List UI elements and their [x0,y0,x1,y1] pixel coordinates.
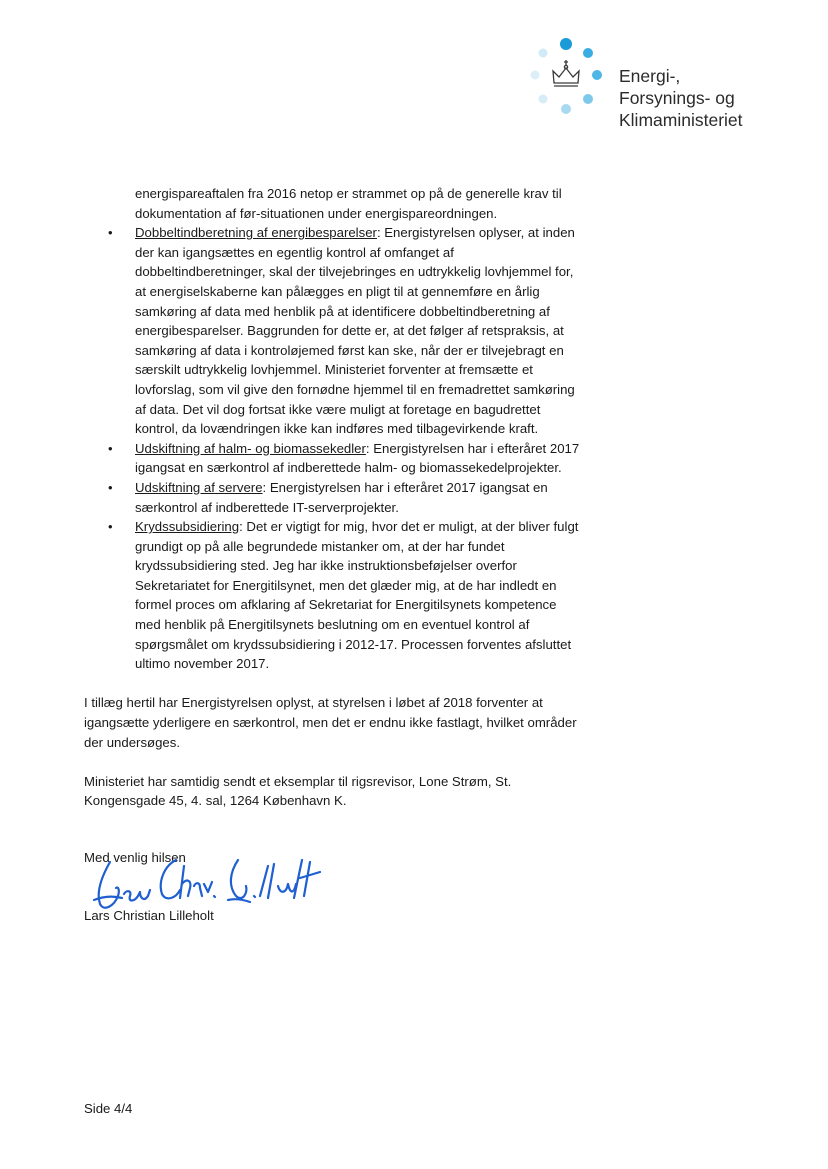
ministry-name [619,65,743,131]
ministry-logo [522,32,782,142]
bullet-text: : Energistyrelsen har i efteråret 2017 igangsat en særkontrol af indberettede IT-serverprojekter. [135,479,548,515]
logo-dot [561,104,571,114]
bullet-item [84,439,584,478]
page-number: Side 4/4 [84,1101,133,1116]
bullet-term: Udskiftning af servere [135,479,263,495]
ministry-name-line: Forsynings- og [619,88,735,108]
bullet-text: : Energistyrelsen oplyser, at inden der kan igangsættes en egentlig kontrol af omfanget af dobbeltindberetninger, skal der tilvejebringes en udtrykkelig lovhjemmel for, at energiselskaberne kan pålægges en pligt til at gennemføre en årlig samkøring af data med henblik på at identificere dobbeltindberetning af energibesparelser. Baggrunden for dette er, at det følger af retspraksis, at samkøring af data i kontroløjemed først kan ske, når der er tilvejebragt en særskilt udtrykkelig lovhjemmel. Ministeriet forventer at fremsætte et lovforslag, som vil give den fornødne hjemmel til en fremadrettet samkøring af data. Det vil dog fortsat ikke være muligt at foretage en bagudrettet kontrol, da lovændringen ikke kan indføres med tilbagevirkende kraft. [135,225,575,437]
bullet-text: : Energistyrelsen har i efteråret 2017 igangsat en særkontrol af indberettede halm- og biomassekedelprojekter. [135,440,580,476]
ministry-name-line: Klimaministeriet [619,110,743,130]
ministry-name-line: Energi-, [619,66,681,86]
bullet-item [84,223,584,439]
intro-continuation: energispareaftalen fra 2016 netop er strammet op på de generelle krav til dokumentation af før-situationen under energispareordningen. [135,186,562,221]
bullet-term: Krydssubsidiering [135,519,240,535]
bullet-icon: • [108,519,113,535]
bullet-item [84,478,584,517]
bullet-term: Udskiftning af halm- og biomassekedler [135,440,366,456]
bullet-icon: • [108,479,113,495]
logo-dot [539,95,548,104]
logo-dot [592,70,602,80]
bullet-item [84,517,584,674]
bullet-icon: • [108,440,113,456]
logo-dot [531,71,540,80]
logo-dot [539,49,548,58]
logo-dot [560,38,572,50]
letter-body [84,184,584,811]
bullet-icon: • [108,225,113,241]
paragraph-copy-recipient: Ministeriet har samtidig sendt et eksemplar til rigsrevisor, Lone Strøm, St. Kongensgade 45, 4. sal, 1264 København K. [84,773,512,809]
bullet-list [84,223,584,674]
signer-name: Lars Christian Lilleholt [84,908,214,923]
crown-dots-emblem [522,32,612,132]
crown-icon [553,60,579,86]
logo-dot [583,48,593,58]
paragraph-additional-control: I tillæg hertil har Energistyrelsen oplyst, at styrelsen i løbet af 2018 forventer at igangsætte yderligere en særkontrol, men det er endnu ikke fastlagt, hvilket områder der undersøges. [84,695,577,750]
closing-greeting: Med venlig hilsen [84,850,186,865]
bullet-text: : Det er vigtigt for mig, hvor det er muligt, at der bliver fulgt grundigt op på alle begrundede mistanker om, at der har fundet krydssubsidiering sted. Jeg har ikke instruktionsbeføjelser overfor Sekretariatet for Energitilsynet, men det glæder mig, at de har indledt en formel proces om afklaring af Sekretariat for Energitilsynets kompetence med henblik på Energitilsynets beslutning om en eventuel kontrol af spørgsmålet om krydssubsidiering i 2012-17. Processen forventes afsluttet ultimo november 2017. [135,519,579,672]
logo-dot [583,94,593,104]
bullet-term: Dobbeltindberetning af energibesparelser [135,225,377,241]
